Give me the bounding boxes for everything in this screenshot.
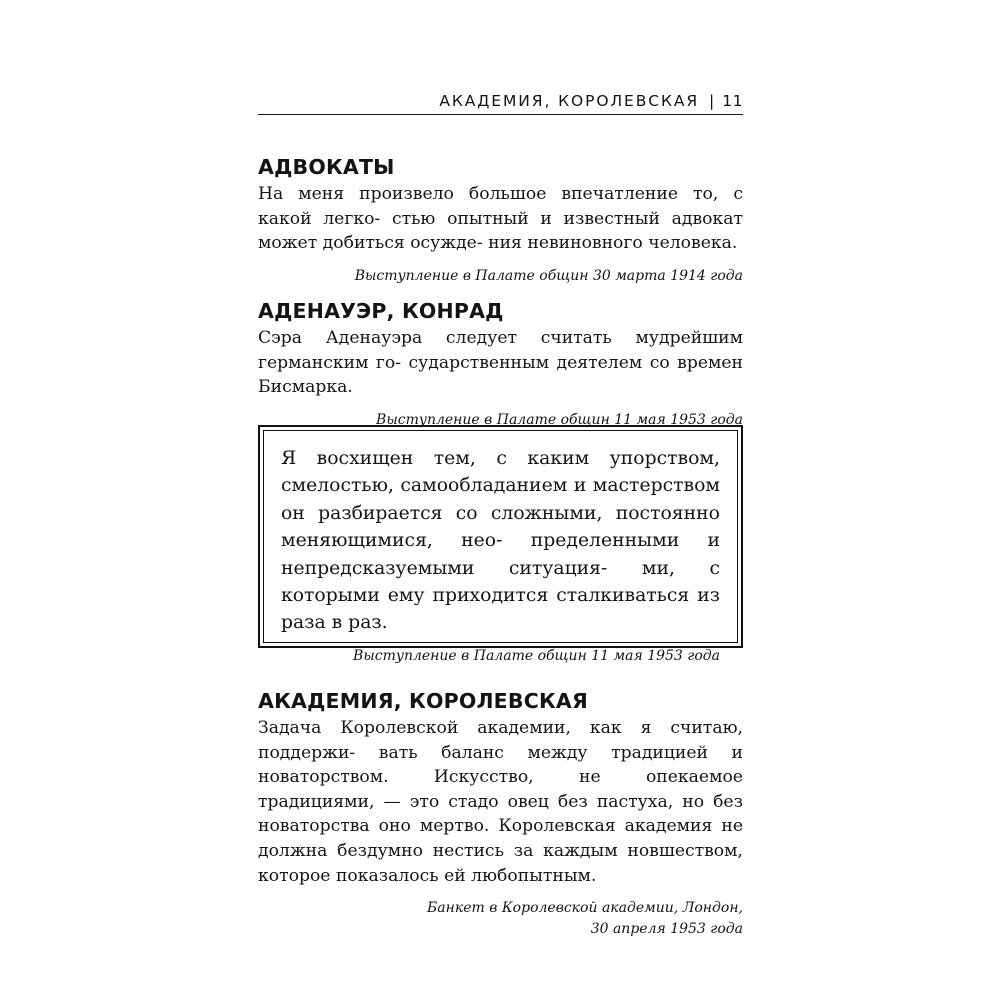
entry-text-line: вать баланс между традицией и новаторством. Искусство, xyxy=(258,742,743,788)
entry-text xyxy=(258,326,743,400)
entry-text-line: ния невиновного человека. xyxy=(488,233,738,254)
entry-text-line: показалось ей любопытным. xyxy=(335,865,597,886)
running-head-separator: | xyxy=(709,92,715,110)
running-head xyxy=(258,90,743,115)
entry-text xyxy=(258,182,743,256)
entry-royal-academy xyxy=(258,686,743,940)
entry-source xyxy=(258,898,743,940)
entry-text-line: должна бездумно нестись за каждым новшеством, которое xyxy=(258,840,743,886)
page-number: 11 xyxy=(722,92,743,110)
quote-box xyxy=(258,425,743,664)
entry-text-line: Задача Королевской академии, как я считаю, поддержи- xyxy=(258,718,743,763)
quote-box-inner xyxy=(263,430,738,664)
entry-title: АДЕНАУЭР, КОНРАД xyxy=(258,299,504,323)
entry-title: АКАДЕМИЯ, КОРОЛЕВСКАЯ xyxy=(258,689,588,713)
entry-text-line: сударственным деятелем со времен Бисмарка. xyxy=(258,352,743,398)
quote-text-line: пределенными и непредсказуемыми ситуация- xyxy=(281,530,720,579)
entry-adenauer xyxy=(258,296,743,431)
entry-lawyers xyxy=(258,152,743,287)
quote-text-line: со сложными, постоянно меняющимися, нео- xyxy=(281,502,720,552)
entry-text-line: Сэра Аденауэра следует считать мудрейшим германским го- xyxy=(258,328,743,373)
running-head-title: АКАДЕМИЯ, КОРОЛЕВСКАЯ xyxy=(439,92,700,110)
quote-text xyxy=(281,445,720,637)
entry-source xyxy=(258,266,743,287)
entry-text-line: стью опытный и известный адвокат может добиться осужде- xyxy=(258,208,743,254)
quote-text-line: самообладанием и мастерством он разбирается xyxy=(281,475,720,524)
entry-title: АДВОКАТЫ xyxy=(258,155,395,179)
quote-text-line: из раза в раз. xyxy=(281,585,720,634)
entry-source-line: 30 апреля 1953 года xyxy=(590,921,743,938)
quote-source: Выступление в Палате общин 11 мая 1953 года xyxy=(353,647,720,664)
quote-text-line: Я восхищен тем, с каким упорством, смелостью, xyxy=(281,448,720,497)
entry-text xyxy=(258,716,743,888)
quote-text-line: ми, с которыми ему приходится сталкиваться xyxy=(281,557,720,607)
entry-source-line: Выступление в Палате общин 30 марта 1914 года xyxy=(354,267,743,284)
entry-source-line: Выступление в Палате общин 11 мая 1953 года xyxy=(376,411,743,428)
entry-text-line: но без новаторства оно мертво. Королевская академия не xyxy=(258,791,743,837)
entry-text-line: На меня произвело большое впечатление то, с какой легко- xyxy=(258,184,743,229)
entry-text-line: не опекаемое традициями, — это стадо овец без пастуха, xyxy=(258,767,743,812)
entry-source-line: Банкет в Королевской академии, Лондон, xyxy=(427,900,743,917)
